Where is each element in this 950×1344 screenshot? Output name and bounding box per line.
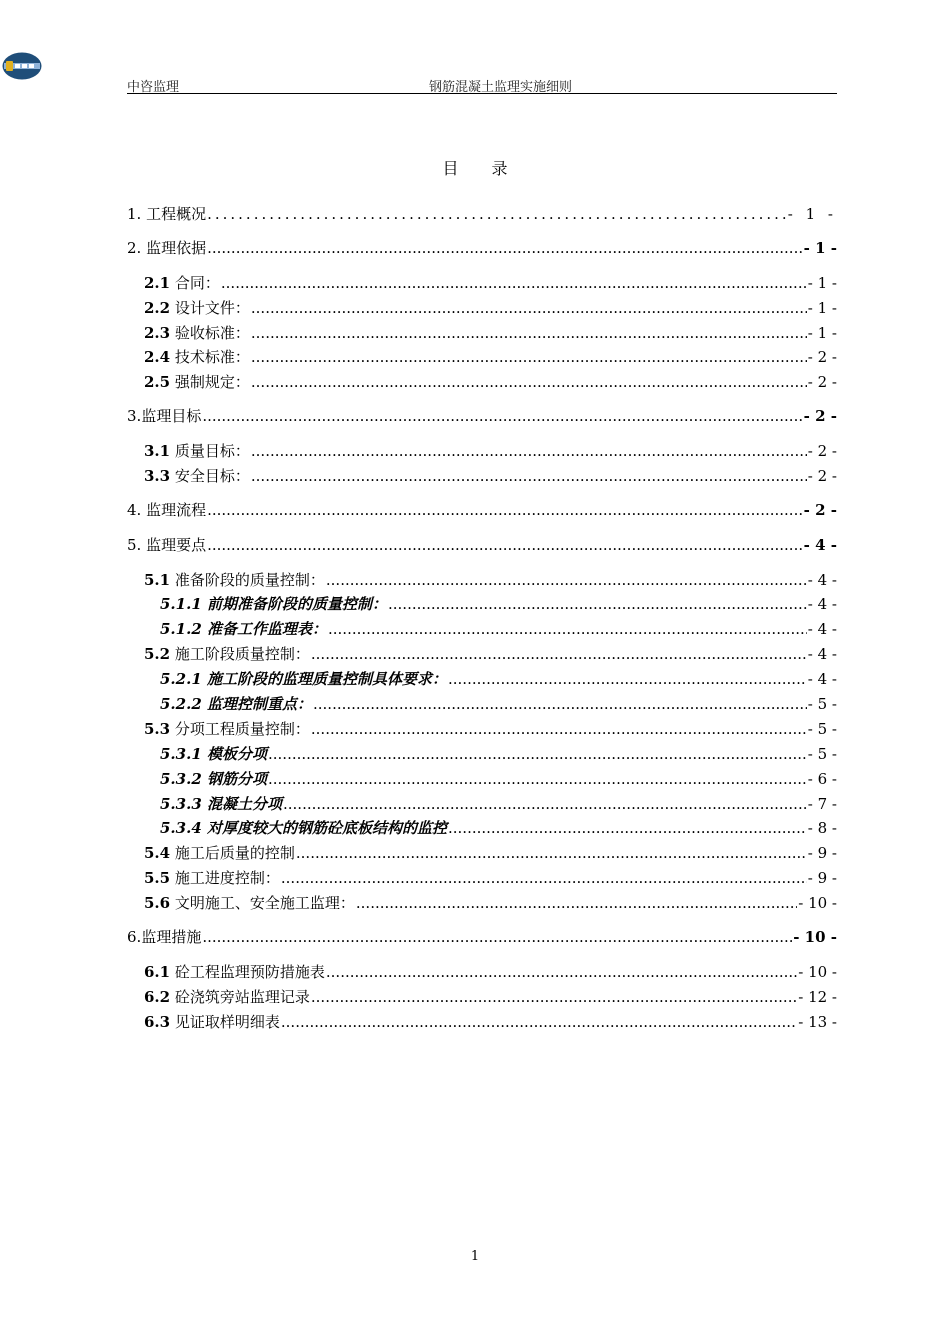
toc-entry-page: - 2 - — [803, 501, 837, 519]
toc-entry-text: 监理目标 — [141, 407, 202, 425]
toc-entry-page: - 10 - — [798, 963, 837, 981]
toc-entry-number: 5.1 — [144, 571, 171, 589]
toc-entry-number: 5.6 — [144, 894, 171, 912]
toc-entry-page: - 7 - — [807, 795, 837, 813]
toc-entry-text: 模板分项 — [201, 745, 267, 763]
toc-entry-page: - 10 - — [793, 928, 837, 946]
toc-entry[interactable] — [144, 441, 837, 461]
toc-entry-text: 施工阶段的监理质量控制具体要求： — [201, 670, 447, 688]
toc-entry-text: 砼工程监理预防措施表 — [170, 963, 325, 981]
toc-entry[interactable] — [144, 962, 837, 982]
toc-dot-leader — [283, 794, 807, 814]
company-logo — [2, 52, 42, 80]
toc-entry-page: - 4 - — [807, 595, 837, 613]
toc-entry-number: 2. — [127, 239, 142, 257]
toc-entry[interactable] — [127, 535, 837, 555]
toc-entry[interactable] — [160, 594, 837, 614]
toc-entry[interactable] — [144, 298, 837, 318]
toc-entry-title — [144, 987, 310, 1007]
toc-entry-title — [160, 669, 447, 689]
toc-entry-page: - 13 - — [798, 1013, 837, 1031]
toc-dot-leader — [251, 441, 807, 461]
toc-entry-text: 施工进度控制： — [170, 869, 280, 887]
toc-entry-text: 验收标准： — [170, 324, 250, 342]
toc-entry-title — [160, 744, 267, 764]
toc-dot-leader — [251, 323, 807, 343]
toc-entry-text: 技术标准： — [170, 348, 250, 366]
toc-dot-leader — [251, 347, 807, 367]
toc-entry[interactable] — [144, 323, 837, 343]
toc-dot-leader — [251, 372, 807, 392]
toc-entry-page: - 2 - — [807, 348, 837, 366]
toc-entry-title — [127, 406, 201, 426]
toc-entry-text: 监理流程 — [141, 501, 207, 519]
toc-entry-number: 6.2 — [144, 988, 171, 1006]
toc-entry-number: 2.4 — [144, 348, 171, 366]
toc-entry-number: 5. — [127, 536, 142, 554]
toc-entry-text: 施工后质量的控制 — [170, 844, 295, 862]
toc-entry-page: - 5 - — [807, 720, 837, 738]
toc-entry-number: 6. — [127, 928, 142, 946]
toc-dot-leader — [202, 406, 802, 426]
toc-entry-text: 混凝土分项 — [201, 795, 282, 813]
toc-entry[interactable] — [144, 719, 837, 739]
toc-entry-title — [144, 843, 295, 863]
toc-entry-text: 质量目标： — [170, 442, 250, 460]
toc-entry[interactable] — [127, 406, 837, 426]
toc-entry-text: 施工阶段质量控制： — [170, 645, 310, 663]
toc-entry-page: - 1 - — [787, 205, 837, 223]
toc-entry-title — [144, 298, 250, 318]
toc-entry-number: 5.5 — [144, 869, 171, 887]
toc-entry-title — [144, 347, 250, 367]
toc-entry-page: - 2 - — [807, 442, 837, 460]
toc-entry-title — [144, 466, 250, 486]
toc-entry-page: - 12 - — [798, 988, 837, 1006]
toc-entry-number: 5.3 — [144, 720, 171, 738]
toc-entry-title — [144, 570, 325, 590]
toc-dot-leader — [251, 466, 807, 486]
toc-entry-number: 5.3.1 — [160, 745, 202, 763]
toc-entry-page: - 1 - — [807, 324, 837, 342]
toc-entry-title — [144, 868, 280, 888]
page-header — [127, 74, 837, 94]
toc-entry-page: - 6 - — [807, 770, 837, 788]
toc-entry-title — [160, 619, 327, 639]
toc-entry-number: 6.3 — [144, 1013, 171, 1031]
toc-entry-number: 1. — [127, 205, 142, 223]
toc-entry-number: 2.2 — [144, 299, 171, 317]
toc-entry-title — [127, 927, 201, 947]
toc-entry-page: - 10 - — [798, 894, 837, 912]
toc-entry-title — [160, 594, 387, 614]
toc-entry-text: 分项工程质量控制： — [170, 720, 310, 738]
toc-entry-text: 工程概况 — [141, 205, 207, 223]
toc-entry-text: 监理措施 — [141, 928, 202, 946]
toc-entry[interactable] — [144, 466, 837, 486]
toc-entry-text: 准备工作监理表： — [201, 620, 327, 638]
toc-entry-text: 文明施工、安全施工监理： — [170, 894, 355, 912]
toc-entry-text: 监理控制重点： — [201, 695, 312, 713]
toc-heading: 目 录 — [442, 159, 522, 178]
toc-entry-text: 监理依据 — [141, 239, 207, 257]
toc-entry-text: 安全目标： — [170, 467, 250, 485]
toc-entry-title — [144, 644, 310, 664]
toc-entry-title — [144, 1012, 280, 1032]
toc-entry[interactable] — [144, 372, 837, 392]
toc-entry[interactable] — [144, 570, 837, 590]
toc-entry-title — [144, 962, 325, 982]
toc-entry-title — [160, 769, 267, 789]
toc-entry-number: 5.2.1 — [160, 670, 202, 688]
toc-entry-title — [144, 323, 250, 343]
toc-entry[interactable] — [160, 744, 837, 764]
header-document-title: 钢筋混凝土监理实施细则 — [429, 80, 573, 95]
toc-dot-leader — [356, 893, 797, 913]
toc-entry-number: 2.5 — [144, 373, 171, 391]
toc-entry[interactable] — [160, 669, 837, 689]
toc-entry-number: 2.3 — [144, 324, 171, 342]
toc-entry-number: 5.4 — [144, 844, 171, 862]
toc-entry-number: 5.2.2 — [160, 695, 202, 713]
toc-dot-leader — [311, 644, 807, 664]
toc-entry-number: 5.1.1 — [160, 595, 202, 613]
toc-entry-number: 4. — [127, 501, 142, 519]
toc-entry-text: 砼浇筑旁站监理记录 — [170, 988, 310, 1006]
toc-entry-number: 5.3.4 — [160, 819, 202, 837]
toc-entry-text: 钢筋分项 — [201, 770, 267, 788]
toc-entry-title — [127, 535, 206, 555]
toc-entry[interactable] — [144, 987, 837, 1007]
toc-entry-title — [127, 500, 206, 520]
toc-entry-page: - 1 - — [807, 274, 837, 292]
toc-entry-page: - 1 - — [807, 299, 837, 317]
toc-entry-page: - 2 - — [807, 373, 837, 391]
toc-dot-leader — [268, 744, 807, 764]
toc-entry-number: 5.3.2 — [160, 770, 202, 788]
toc-entry-title — [160, 818, 447, 838]
toc-entry-page: - 2 - — [807, 467, 837, 485]
toc-dot-leader — [311, 719, 807, 739]
toc-entry-text: 前期准备阶段的质量控制： — [201, 595, 387, 613]
toc-entry-page: - 4 - — [803, 536, 837, 554]
toc-entry[interactable] — [160, 818, 837, 838]
toc-entry-number: 2.1 — [144, 274, 171, 292]
toc-dot-leader — [207, 204, 787, 224]
toc-entry-text: 见证取样明细表 — [170, 1013, 280, 1031]
toc-entry[interactable] — [144, 644, 837, 664]
toc-entry-title — [144, 273, 220, 293]
toc-entry[interactable] — [127, 927, 837, 947]
toc-entry-title — [160, 794, 282, 814]
toc-entry-number: 5.1.2 — [160, 620, 202, 638]
toc-entry-page: - 5 - — [807, 745, 837, 763]
toc-entry[interactable] — [144, 893, 837, 913]
toc-dot-leader — [221, 273, 807, 293]
toc-entry-page: - 4 - — [807, 620, 837, 638]
toc-dot-leader — [326, 570, 807, 590]
toc-entry-page: - 9 - — [807, 844, 837, 862]
toc-dot-leader — [268, 769, 807, 789]
toc-entry-title — [160, 694, 312, 714]
toc-entry-page: - 2 - — [803, 407, 837, 425]
toc-entry[interactable] — [144, 843, 837, 863]
toc-entry-page: - 9 - — [807, 869, 837, 887]
toc-dot-leader — [296, 843, 807, 863]
toc-entry[interactable] — [127, 238, 837, 258]
toc-entry-text: 对厚度较大的钢筋砼底板结构的监控 — [201, 819, 447, 837]
toc-entry-number: 5.3.3 — [160, 795, 202, 813]
toc-entry-page: - 4 - — [807, 670, 837, 688]
toc-entry-number: 5.2 — [144, 645, 171, 663]
toc-entry[interactable] — [160, 794, 837, 814]
toc-entry-title — [127, 238, 206, 258]
toc-entry-text: 准备阶段的质量控制： — [170, 571, 325, 589]
toc-entry-page: - 4 - — [807, 571, 837, 589]
toc-dot-leader — [207, 238, 803, 258]
toc-entry[interactable] — [127, 204, 837, 224]
toc-dot-leader — [313, 694, 807, 714]
page-number: 1 — [470, 1249, 480, 1264]
toc-entry-text: 监理要点 — [141, 536, 207, 554]
toc-entry[interactable] — [144, 273, 837, 293]
toc-entry-number: 6.1 — [144, 963, 171, 981]
toc-dot-leader — [388, 594, 807, 614]
toc-entry-text: 设计文件： — [170, 299, 250, 317]
toc-dot-leader — [448, 818, 807, 838]
header-company: 中咨监理 — [127, 80, 180, 95]
toc-entry-title — [144, 719, 310, 739]
toc-entry-number: 3.3 — [144, 467, 171, 485]
toc-entry-page: - 1 - — [803, 239, 837, 257]
toc-entry-title — [127, 204, 206, 224]
toc-dot-leader — [281, 1012, 797, 1032]
toc-dot-leader — [202, 927, 792, 947]
toc-entry[interactable] — [127, 500, 837, 520]
toc-entry-text: 合同： — [170, 274, 220, 292]
toc-entry-page: - 4 - — [807, 645, 837, 663]
toc-dot-leader — [251, 298, 807, 318]
toc-dot-leader — [448, 669, 807, 689]
toc-dot-leader — [207, 535, 803, 555]
toc-entry-page: - 8 - — [807, 819, 837, 837]
toc-entry-number: 3. — [127, 407, 142, 425]
toc-entry-title — [144, 441, 250, 461]
toc-entry-page: - 5 - — [807, 695, 837, 713]
toc-entry-title — [144, 893, 355, 913]
toc-dot-leader — [281, 868, 807, 888]
toc-entry-text: 强制规定： — [170, 373, 250, 391]
toc-entry[interactable] — [160, 694, 837, 714]
toc-entry-number: 3.1 — [144, 442, 171, 460]
toc-dot-leader — [311, 987, 797, 1007]
toc-dot-leader — [207, 500, 803, 520]
toc-dot-leader — [326, 962, 797, 982]
toc-entry[interactable] — [160, 769, 837, 789]
toc-entry[interactable] — [144, 1012, 837, 1032]
toc-dot-leader — [328, 619, 807, 639]
toc-entry[interactable] — [144, 868, 837, 888]
toc-entry[interactable] — [144, 347, 837, 367]
toc-entry-title — [144, 372, 250, 392]
toc-entry[interactable] — [160, 619, 837, 639]
